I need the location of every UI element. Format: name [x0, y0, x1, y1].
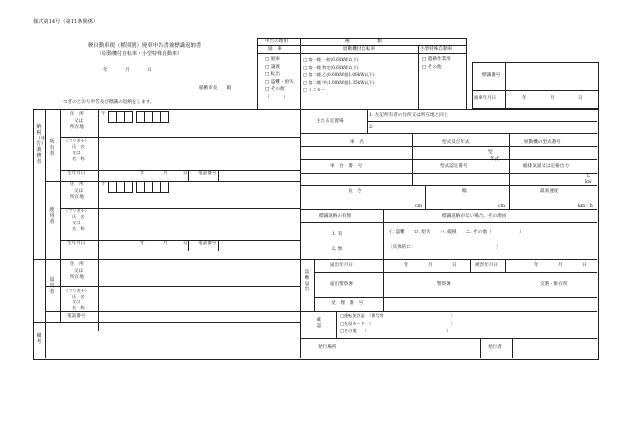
shoyusha-label: 所有者 — [49, 139, 55, 157]
address-label: 所在地 — [70, 195, 84, 200]
report-year: 年 — [404, 263, 409, 268]
form-number: 様式第14号（第11条関係） — [33, 19, 99, 25]
width-unit: cm — [498, 204, 505, 209]
plate-has[interactable]: 1. 有 — [332, 232, 343, 237]
birth-month: 月 — [163, 171, 168, 176]
name-label: 又は — [72, 220, 81, 225]
kogata-label: 小型特殊自動車 — [420, 47, 453, 52]
keisatsu-label: 警察署 — [437, 282, 451, 287]
liter-unit: L — [587, 174, 591, 179]
output-label: 総排気量又は定格出力 — [523, 164, 569, 169]
plate-status-header: 標識返納の有無 — [319, 214, 352, 219]
kogata-option[interactable]: □ 農耕作業用 — [422, 57, 451, 62]
applicant-side-label: 届出者 — [49, 277, 55, 295]
confirm-option[interactable]: □その他 （ ） — [340, 328, 451, 333]
phone-label: 電話番号 — [198, 171, 217, 176]
shamei-label: 車 名 — [350, 140, 364, 145]
damage-date-label: 被害年月日 — [475, 263, 498, 268]
name-label: 名 称 — [72, 226, 85, 231]
nenshiki-label: 年式 — [490, 157, 500, 162]
reason-option[interactable]: （ ） — [265, 95, 288, 100]
postal-digit[interactable] — [160, 181, 169, 193]
plate-reasons: イ. 盗難 ロ. 紛失 ハ. 破損 ニ. その他（ ） — [388, 230, 524, 235]
reason-option[interactable]: □ 盗難・紛失 — [265, 79, 294, 85]
date-year: 年 — [103, 68, 108, 73]
address-label: 所在地 — [70, 125, 84, 130]
width-label: 幅 — [462, 189, 467, 194]
name-label: （フリガナ） — [64, 138, 89, 143]
option2: 2. — [369, 125, 374, 130]
phone-label: 電話番号 — [67, 314, 86, 319]
haisha-day: 日 — [578, 96, 583, 101]
report-day: 日 — [452, 263, 457, 268]
damage-year: 年 — [534, 263, 539, 268]
engine-type-label: 原動機の型式番号 — [524, 140, 561, 145]
report-date-label: 届出年月日 — [330, 263, 353, 268]
speed-unit: km／h — [578, 204, 593, 209]
damage-month: 月 — [558, 263, 563, 268]
plate-detail: 〔具体的に： 〕 — [388, 245, 501, 250]
address-label: 所在地 — [70, 275, 84, 280]
address-label: 又は — [74, 268, 84, 274]
kogata-option[interactable]: □ その他 — [422, 64, 442, 70]
hyoshiki-label: 標識番号 — [482, 73, 501, 78]
keeping-place-label: 主たる定置場 — [316, 119, 344, 124]
birth-year: 年 — [140, 241, 145, 246]
form-subtitle: （原動機付自転車・小型特殊自動車） — [97, 51, 183, 57]
birth-label: 生年月日 — [67, 241, 86, 246]
gentsuki-option[interactable]: □ 第一種 一般(0.60kW以下) — [303, 57, 359, 62]
confirm-option[interactable]: □運転免許証 （番号等 ） — [340, 313, 455, 318]
damage-day: 日 — [582, 263, 587, 268]
reason-option[interactable]: □ 譲渡 — [265, 64, 280, 70]
type-header: 種 類 — [345, 39, 382, 44]
name-label: 又は — [72, 299, 81, 304]
haisha-month: 月 — [550, 96, 555, 101]
name-label: （フリガナ） — [64, 288, 89, 293]
postal-mark: 〒 — [101, 182, 106, 187]
plate-reason-header: 標識返納がない場合、その理由 — [442, 214, 507, 219]
birth-year: 年 — [140, 171, 145, 176]
shadai-label: 車 台 番 号 — [330, 164, 363, 169]
kata-label: 型 — [488, 150, 493, 155]
police-label: 届出警察署 — [330, 282, 353, 287]
length-unit: cm — [415, 204, 422, 209]
gentsuki-option[interactable]: □ 第二種 乙(0.60kW超1.00kW以下) — [303, 72, 375, 78]
report-month: 月 — [428, 263, 433, 268]
postal-mark: 〒 — [101, 112, 106, 117]
birth-day: 日 — [183, 171, 188, 176]
phone-label: 電話番号 — [198, 241, 217, 246]
reason-option[interactable]: □ その他 — [265, 87, 285, 93]
name-label: 又は — [72, 150, 81, 155]
speed-label: 最高速度 — [540, 189, 559, 194]
katashiki-label: 型式及び年式 — [442, 140, 470, 145]
name-label: （フリガナ） — [64, 208, 89, 213]
address-label: 住 所 — [70, 182, 84, 187]
haisha-date-label: 廃車年月日 — [474, 96, 496, 101]
reason-header: 申告の理由 — [265, 39, 288, 44]
name-label: 名 称 — [72, 304, 85, 310]
koban-label: 交番・駐在所 — [540, 282, 568, 287]
intro-text: つぎのとおり申告及び標識の返納をします。 — [63, 100, 155, 105]
same-as-owner: 1. 左記所有者の住所又は所在地と同じ — [369, 113, 449, 118]
length-label: 長 さ — [348, 189, 362, 194]
issuer-label: 発行者 — [488, 345, 502, 350]
plate-none[interactable]: 2. 無 — [332, 247, 343, 252]
reason-option[interactable]: □ 転出 — [265, 72, 280, 78]
haisha-year: 年 — [522, 96, 527, 101]
addressee: 稲敷市長 殿 — [199, 86, 232, 91]
postal-digit[interactable] — [124, 181, 133, 193]
gentsuki-option[interactable]: □ ミニカー — [303, 87, 326, 93]
address-label: 住 所 — [70, 262, 84, 267]
gentsuki-option[interactable]: □ 第二種 甲(1.00kW超1.35kW以下) — [303, 79, 375, 85]
address-label: 住 所 — [70, 112, 84, 117]
name-label: 氏 名 — [72, 214, 85, 219]
theft-side-label: 盗難届出 — [304, 270, 310, 293]
receipt-label: 受 理 番 号 — [331, 301, 364, 306]
owner-side-label: 納税（申告）義務者 — [36, 124, 47, 165]
issue-place-label: 発行場所 — [318, 345, 337, 350]
nintei-label: 型式認定番号 — [440, 164, 468, 169]
address-label: 又は — [74, 118, 84, 124]
birth-label: 生年月日 — [67, 171, 86, 176]
form-title: 軽自動車税（種別割）廃車申告書兼標識返納書 — [88, 43, 202, 49]
date-day: 日 — [147, 68, 152, 73]
gentsuki-label: 原動機付自転車 — [343, 47, 376, 52]
confirm-option[interactable]: □在留カード （ ） — [340, 320, 455, 326]
birth-month: 月 — [163, 241, 168, 246]
postal-digit[interactable] — [160, 111, 169, 123]
haisha-label: 廃 車 — [268, 47, 282, 52]
postal-digit[interactable] — [124, 111, 133, 123]
shiyosha-label: 使用者 — [49, 207, 55, 225]
confirm-side-label: 確認 — [316, 318, 322, 329]
plate-box — [472, 62, 599, 109]
name-label: 名 称 — [72, 156, 85, 161]
name-label: 氏 名 — [72, 293, 85, 299]
date-month: 月 — [125, 68, 130, 73]
gentsuki-option[interactable]: □ 第一種 特定(0.60kW以下) — [303, 64, 359, 70]
reason-option[interactable]: □ 廃車 — [265, 57, 280, 62]
name-label: 氏 名 — [72, 144, 85, 149]
kw-unit: kw — [585, 180, 592, 185]
address-label: 又は — [74, 188, 84, 194]
birth-day: 日 — [183, 241, 188, 246]
remarks-label: 備考 — [36, 333, 42, 345]
